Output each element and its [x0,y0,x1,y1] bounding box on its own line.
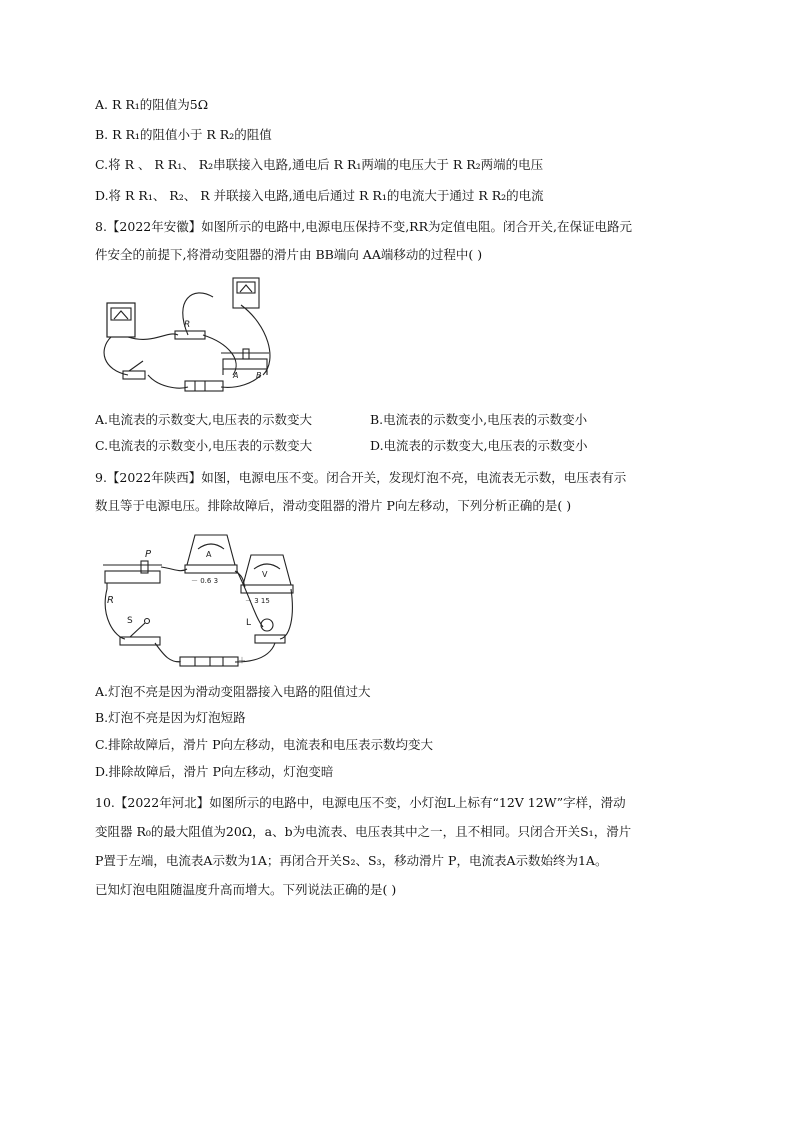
q9-option-b: B.灯泡不亮是因为灯泡短路 [95,710,246,725]
q9-fig-ammeter: A [206,550,212,559]
q9-fig-voltmeter: V [262,570,268,579]
q8-fig-label-a: A [233,371,239,380]
q8-circuit-figure [93,275,278,400]
q8-option-c: C.电流表的示数变小,电压表的示数变大 [95,438,313,453]
q9-stem-line-1: 9.【2022年陕西】如图，电源电压不变。闭合开关，发现灯泡不亮，电流表无示数，电压表有示 [95,470,627,485]
q10-stem-line-3: P置于左端，电流表A示数为1A；再闭合开关S₂、S₃，移动滑片 P，电流表A示数始终为1A。 [95,853,608,868]
q9-fig-ammeter-scale: － 0.6 3 [191,577,219,585]
q9-fig-label-s: S [127,616,133,626]
q9-option-d: D.排除故障后，滑片 P向左移动，灯泡变暗 [95,764,334,779]
q8-stem-line-1: 8.【2022年安徽】如图所示的电路中,电源电压保持不变,RR为定值电阻。闭合开关,在保证电路元 [95,219,632,234]
q7-option-c: C.将 R 、 R R₁、 R₂串联接入电路,通电后 R R₁两端的电压大于 R R₂两端的电压 [95,157,544,172]
q9-option-c: C.排除故障后，滑片 P向左移动，电流表和电压表示数均变大 [95,737,433,752]
q9-fig-label-l: L [246,618,252,628]
q7-option-b: B. R R₁的阻值小于 R R₂的阻值 [95,127,272,142]
q9-fig-battery-minus: － [174,657,182,666]
q8-option-d: D.电流表的示数变大,电压表的示数变小 [370,438,588,453]
q8-option-b: B.电流表的示数变小,电压表的示数变小 [370,412,588,427]
q8-stem-line-2: 件安全的前提下,将滑动变阻器的滑片由 BB端向 AA端移动的过程中( ) [95,247,483,262]
q7-option-d: D.将 R R₁、 R₂、 R 并联接入电路,通电后通过 R R₁的电流大于通过 R R₂的电流 [95,188,544,203]
q9-option-a: A.灯泡不亮是因为滑动变阻器接入电路的阻值过大 [95,684,371,699]
q9-fig-label-p: P [145,549,152,560]
q8-fig-label-r: R [184,320,191,330]
q9-stem-line-2: 数且等于电源电压。排除故障后，滑动变阻器的滑片 P向左移动，下列分析正确的是( ) [95,498,572,513]
q9-fig-label-r: R [107,595,114,606]
q8-fig-label-b: B [256,371,262,380]
q10-stem-line-1: 10.【2022年河北】如图所示的电路中，电源电压不变，小灯泡L上标有“12V 12W”字样，滑动 [95,795,626,810]
q7-option-a: A. R R₁的阻值为5Ω [95,97,209,112]
q9-circuit-figure [95,527,295,667]
q9-fig-voltmeter-scale: － 3 15 [245,597,270,605]
q10-stem-line-2: 变阻器 R₀的最大阻值为20Ω，a、b为电流表、电压表其中之一，且不相同。只闭合开关S₁，滑片 [95,824,632,839]
q10-stem-line-4: 已知灯泡电阻随温度升高而增大。下列说法正确的是( ) [95,882,397,897]
q8-option-a: A.电流表的示数变大,电压表的示数变大 [95,412,312,427]
q9-fig-battery-plus: ＋ [238,656,246,665]
